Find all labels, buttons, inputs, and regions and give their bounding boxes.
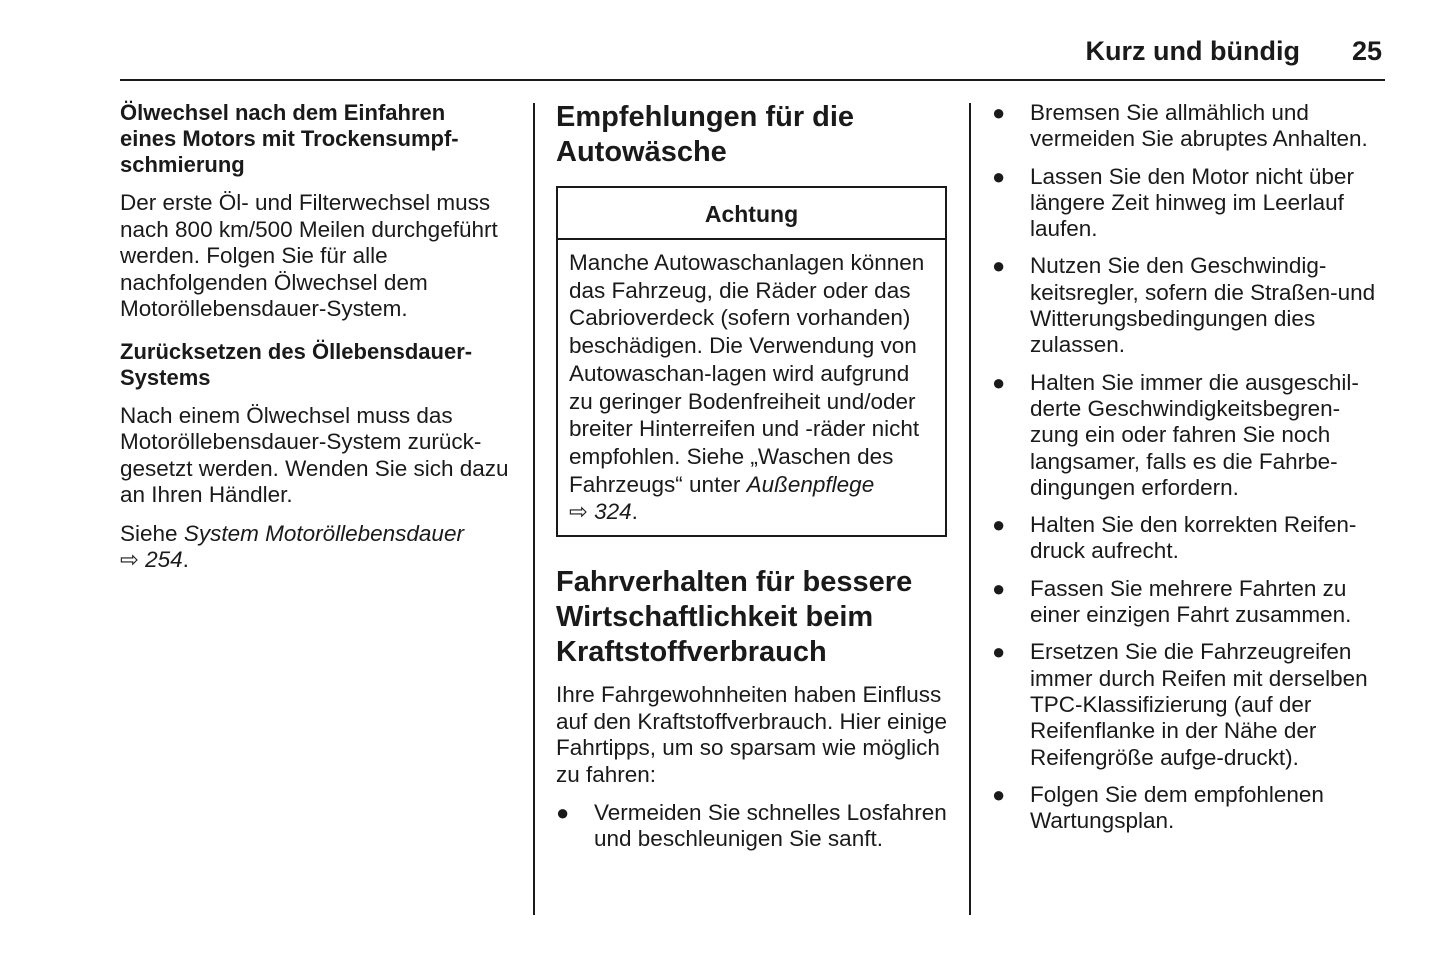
column-divider-2 [969,103,971,915]
warning-ref-title[interactable]: Außenpflege [746,471,875,497]
bullet-icon: ● [992,575,1006,601]
ref-title[interactable]: System Motoröllebensdauer [183,520,464,546]
ref-page[interactable]: 254 [145,547,183,572]
reference-arrow-icon: ⇨ [120,547,139,572]
list-item [992,512,1387,565]
heading-fuel-economy: Fahrverhalten für bessere Wirtschaftlichkeit beim Kraftstoffverbrauch [556,566,913,669]
tips-list-middle [556,800,951,853]
list-item [992,782,1387,835]
list-item-text: Halten Sie den korrekten Reifen-druck aufrecht. [1030,512,1357,564]
list-item-text: Fassen Sie mehrere Fahrten zu einer einzigen Fahrt zusammen. [1030,575,1352,628]
warning-ref-suffix: . [631,499,638,525]
list-item-text: Bremsen Sie allmählich und vermeiden Sie abruptes Anhalten. [1030,100,1368,152]
list-item [992,100,1387,153]
warning-title: Achtung [558,188,945,240]
list-item-text: Vermeiden Sie schnelles Losfahren und beschleunigen Sie sanft. [594,800,947,852]
ref-prefix: Siehe [120,520,178,546]
intro-fuel-economy: Ihre Fahrgewohnheiten haben Einfluss auf den Kraftstoffverbrauch. Hier einige Fahrtipps, um so sparsam wie möglich zu fahren: [556,682,948,787]
list-item-text: Ersetzen Sie die Fahrzeugreifen immer durch Reifen mit derselben TPC-Klassifizierung (auf der Reifenflanke in der Nähe der Reifengröße aufge-druckt). [1030,639,1368,770]
section-title-oil-change: Ölwechsel nach dem Einfahren eines Motors mit Trockensumpf-schmierung [120,100,459,177]
section-title-reset: Zurücksetzen des Öllebensdauer-Systems [120,338,473,390]
list-item-text: Halten Sie immer die ausgeschil-derte Geschwindigkeitsbegren-zung ein oder fahren Sie noch langsamer, falls es die Fahrbe-dingungen erfordern. [1030,369,1359,500]
bullet-icon: ● [992,163,1006,189]
warning-box [556,186,947,537]
list-item-text: Folgen Sie dem empfohlenen Wartungsplan. [1030,781,1324,834]
warning-text: Manche Autowaschanlagen können das Fahrzeug, die Räder oder das Cabrioverdeck (sofern vorhanden) beschädigen. Die Verwendung von Autowaschan-lagen wird aufgrund zu geringer Bodenfreiheit und/oder breiter Hinterreifen und -räder nicht empfohlen. Siehe „Waschen des Fahrzeugs“ unter [569,250,925,497]
cross-reference [120,521,515,574]
bullet-icon: ● [992,639,1006,665]
warning-ref-page[interactable]: 324 [594,499,632,525]
tips-list-right [992,100,1387,834]
column-left [120,100,515,586]
column-divider-1 [533,103,535,915]
column-right [992,100,1387,845]
list-item [556,800,951,853]
reference-arrow-icon: ⇨ [569,499,588,525]
page-header-title: Kurz und bündig [1085,36,1300,66]
list-item [992,639,1387,770]
bullet-icon: ● [992,369,1006,395]
warning-body [558,240,945,535]
list-item-text: Lassen Sie den Motor nicht über längere Zeit hinweg im Leerlauf laufen. [1030,163,1354,242]
list-item-text: Nutzen Sie den Geschwindig-keitsregler, sofern die Straßen-und Witterungsbedingungen dies zulassen. [1030,253,1376,358]
bullet-icon: ● [992,781,1006,807]
ref-suffix: . [182,547,189,572]
bullet-icon: ● [992,512,1006,538]
section-body-reset: Nach einem Ölwechsel muss das Motoröllebensdauer-System zurück-gesetzt werden. Wenden Sie sich dazu an Ihren Händler. [120,402,509,507]
list-item [992,576,1387,629]
list-item [992,370,1387,501]
bullet-icon: ● [992,253,1006,279]
section-body-oil-change: Der erste Öl- und Filterwechsel muss nach 800 km/500 Meilen durchgeführt werden. Folgen Sie für alle nachfolgenden Ölwechsel dem Motoröllebensdauer-System. [120,190,498,321]
page-number: 25 [1352,36,1383,66]
list-item [992,164,1387,243]
header-rule [120,79,1385,81]
bullet-icon: ● [556,800,570,826]
column-middle [556,100,951,864]
list-item [992,253,1387,358]
heading-car-wash: Empfehlungen für die Autowäsche [556,101,855,168]
bullet-icon: ● [992,100,1006,125]
